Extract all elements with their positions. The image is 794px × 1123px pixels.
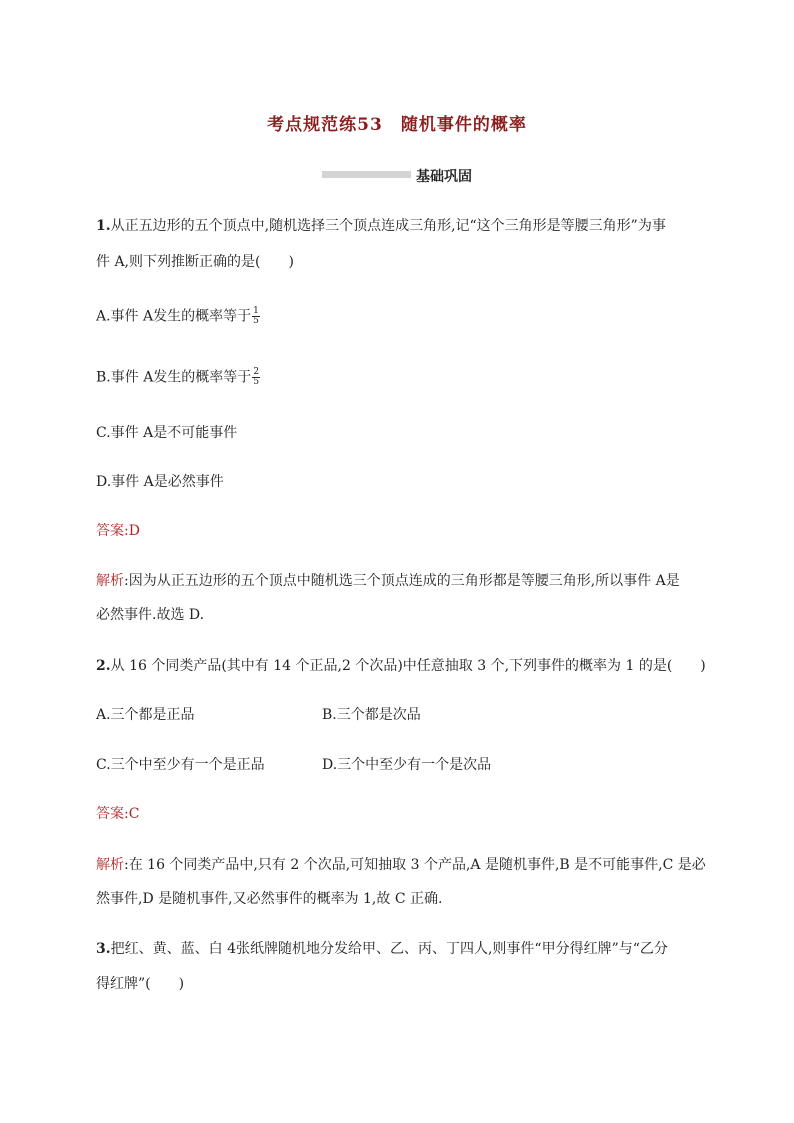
q1-option-a-text: A.事件 A发生的概率等于 [96, 308, 252, 325]
q1-option-a-fraction [252, 307, 260, 326]
q2-analysis-label: 解析 [96, 857, 124, 873]
q2-option-d: D.三个中至少有一个是次品 [322, 757, 492, 773]
q1-option-a-numerator: 1 [253, 306, 259, 316]
q2-stem: 从 16 个同类产品(其中有 14 个正品,2 个次品)中任意抽取 3 个,下列事件的概率为 1 的是( ) [110, 658, 706, 674]
q1-number: 1. [96, 218, 111, 234]
q1-option-b-denominator: 5 [253, 377, 260, 387]
q2-analysis-line1 [96, 856, 706, 874]
q2-analysis-line2: 然事件,D 是随机事件,又必然事件的概率为 1,故 C 正确. [96, 891, 443, 907]
q3-line2: 得红牌”( ) [96, 976, 185, 992]
q2-line1 [96, 657, 706, 675]
q2-number: 2. [96, 658, 111, 674]
q3-stem: 把红、黄、蓝、白 4张纸牌随机地分发给甲、乙、丙、丁四人,则事件“甲分得红牌”与“乙分 [110, 941, 668, 957]
title-left: 考点规范练53 [267, 115, 383, 135]
q1-option-d: D.事件 A是必然事件 [96, 474, 224, 490]
q2-option-a: A.三个都是正品 [96, 707, 195, 723]
title-right: 随机事件的概率 [400, 115, 527, 135]
q1-analysis-line1 [96, 572, 680, 590]
q3-number: 3. [96, 941, 111, 957]
q1-option-a-denominator: 5 [253, 316, 259, 326]
q1-analysis-label: 解析 [96, 573, 124, 589]
section-label: 基础巩固 [416, 169, 472, 185]
q2-analysis-text-1: :在 16 个同类产品中,只有 2 个次品,可知抽取 3 个产品,A 是随机事件,B 是不可能事件,C 是必 [124, 857, 706, 873]
q1-line1 [96, 217, 666, 235]
q1-option-b-numerator: 2 [253, 367, 260, 377]
q2-answer: 答案:C [96, 806, 140, 822]
q1-option-c: C.事件 A是不可能事件 [96, 425, 238, 441]
q3-line1 [96, 940, 668, 958]
q1-option-b-text: B.事件 A发生的概率等于 [96, 369, 252, 386]
q1-analysis-line2: 必然事件.故选 D. [96, 607, 205, 623]
q2-option-c: C.三个中至少有一个是正品 [96, 757, 265, 773]
q1-analysis-text-1: :因为从正五边形的五个顶点中随机选三个顶点连成的三角形都是等腰三角形,所以事件 A是 [124, 573, 680, 589]
q1-line2: 件 A,则下列推断正确的是( ) [96, 254, 294, 270]
q1-option-a [96, 307, 260, 326]
page-title [0, 110, 794, 135]
q1-option-b [96, 368, 260, 387]
q2-option-b: B.三个都是次品 [322, 707, 421, 723]
q1-option-b-fraction [252, 368, 260, 387]
q1-answer: 答案:D [96, 523, 140, 539]
q1-stem-1: 从正五边形的五个顶点中,随机选择三个顶点连成三角形,记“这个三角形是等腰三角形”为事 [110, 218, 666, 234]
section-bar [322, 171, 411, 178]
